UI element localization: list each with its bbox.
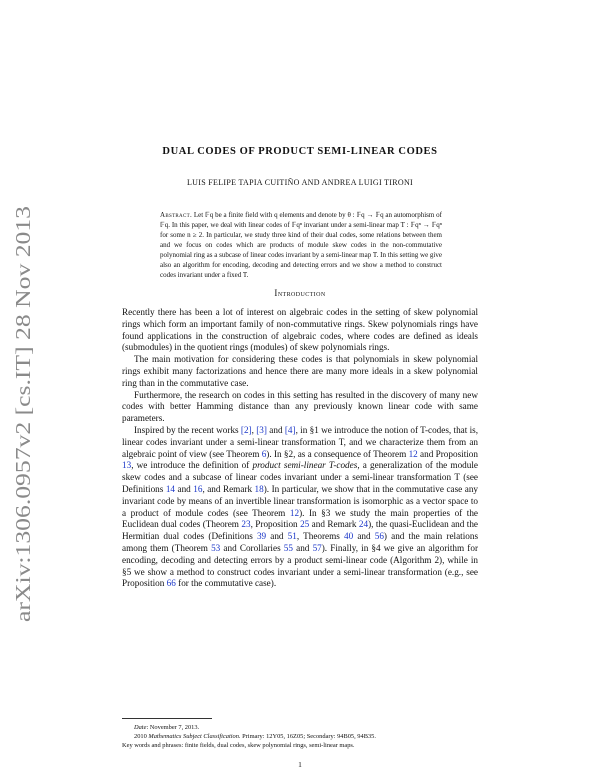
emphasis-product-semi-linear-codes: product semi-linear T-codes	[252, 460, 358, 471]
footnote-msc	[122, 732, 478, 741]
abstract-text: Let 𝔽q be a finite field with q elements and denote by θ : 𝔽q → 𝔽q an automorphism of 𝔽q. In this paper, we deal with linear codes of 𝔽qⁿ invariant under a semi-linear map T : 𝔽qⁿ → 𝔽qⁿ for some n ≥ 2. In particular, we study three kind of their dual codes, some relations between them and we focus on codes which are products of module skew codes in the non-commutative polynomial ring as a subcase of linear codes invariant by a semi-linear map T. In this setting we give also an algorithm for encoding, decoding and detecting errors and we show a method to construct codes invariant under a fixed T.	[160, 211, 442, 279]
corollary-link-55[interactable]: 55	[283, 542, 293, 553]
p4-text: , we introduce the definition of	[131, 460, 253, 471]
theorem-link-6[interactable]: 6	[261, 448, 267, 459]
date-value: : November 7, 2013.	[146, 724, 200, 731]
abstract-label: Abstract.	[160, 211, 193, 219]
theorem-link-12[interactable]: 12	[289, 507, 300, 518]
p4-text: ). Finally, in §4 we give an algorithm for encoding, decoding and detecting errors by a product semi-linear code (Algorithm 2), while in §5 we show a method to construct codes invariant under a semi-linear transformation (e.g., see Proposition	[122, 542, 479, 589]
proposition-link-25[interactable]: 25	[300, 519, 310, 530]
definition-link-14[interactable]: 14	[165, 483, 176, 494]
introduction-body	[122, 307, 478, 590]
footnote-date	[122, 723, 478, 732]
p4-text: ,	[251, 424, 257, 435]
msc-prefix: 2010	[134, 733, 149, 741]
p4-text: and	[353, 531, 375, 542]
p4-text: ), the quasi-Euclidean and the Hermitian dual codes (Definitions	[122, 519, 478, 542]
arxiv-identifier-stamp	[4, 206, 38, 622]
p4-text: and	[266, 424, 285, 435]
paragraph-3: Furthermore, the research on codes in this setting has resulted in the discovery of many new codes with better Hamming distance than any previously known linear code with same parameters.	[122, 389, 478, 424]
footnote-keywords: Key words and phrases: finite fields, dual codes, skew polynomial rings, semi-linear maps.	[122, 742, 355, 750]
definition-link-39[interactable]: 39	[256, 531, 267, 542]
p4-text: ). In particular, we show that in the commutative case any invariant code by means of an invertible linear transformation is isomorphic as a vector space to a product of module codes (see Theorem	[122, 483, 479, 518]
paragraph-2: The main motivation for considering these codes is that polynomials in skew polynomial rings exhibit many factorizations and hence there are many more ideals in a skew polynomial ring than in the commutative case.	[122, 354, 478, 388]
p4-text: , and Remark	[202, 483, 255, 494]
paper-title: DUAL CODES OF PRODUCT SEMI-LINEAR CODES	[162, 146, 438, 157]
msc-label: Mathematics Subject Classification.	[148, 733, 241, 741]
definition-link-51[interactable]: 51	[287, 531, 297, 542]
p4-text: , a generalization of the module skew codes and a subcase of linear codes invariant under a semi-linear transformation T (see Definitions	[122, 460, 478, 494]
p4-text: and Proposition	[417, 448, 478, 459]
proposition-link-13[interactable]: 13	[122, 460, 132, 471]
date-label: Date	[134, 724, 147, 731]
paper-authors: LUIS FELIPE TAPIA CUITIÑO AND ANDREA LUIGI TIRONI	[187, 178, 413, 187]
paragraph-1: Recently there has been a lot of interest on algebraic codes in the setting of skew polynomial rings which form an important family of non-commutative rings. Skew polynomials rings have found applications in the construction of algebraic codes, where codes are defined as ideals (submodules) in the quotient rings (modules) of skew polynomials rings.	[122, 307, 478, 353]
corollary-link-57[interactable]: 57	[312, 542, 322, 553]
citation-link-2[interactable]: [2]	[240, 424, 252, 435]
theorem-link-56[interactable]: 56	[374, 531, 384, 542]
section-heading-introduction: Introduction	[274, 288, 326, 298]
p4-text: and	[292, 542, 313, 553]
footnotes	[122, 723, 478, 751]
theorem-link-40[interactable]: 40	[344, 531, 354, 542]
p4-text: and	[175, 483, 194, 494]
p4-text: ) and the main relations among them (Theorem	[122, 531, 479, 553]
p4-text: ). In §2, as a consequence of Theorem	[266, 448, 409, 459]
p4-text: ). In §3 we study the main properties of the Euclidean dual codes (Theorem	[122, 507, 478, 530]
p4-text: , Proposition	[250, 519, 301, 530]
p4-text: , in §1 we introduce the notion of T-codes, that is, linear codes invariant under a semi-linear transformation T, and we characterize them from an algebraic point of view (see Theorem	[122, 424, 479, 459]
p4-text: and Remark	[309, 519, 359, 530]
proposition-link-66[interactable]: 66	[166, 578, 176, 589]
page-number: 1	[298, 760, 302, 769]
arxiv-identifier-text: arXiv:1306.0957v2 [cs.IT] 28 Nov 2013	[11, 281, 35, 622]
p4-text: for the commutative case).	[175, 578, 277, 589]
remark-link-18[interactable]: 18	[254, 483, 264, 494]
theorem-link-23[interactable]: 23	[241, 519, 251, 530]
theorem-link-12[interactable]: 12	[408, 448, 418, 459]
abstract	[160, 210, 442, 280]
citation-link-3[interactable]: [3]	[256, 424, 267, 435]
msc-value: Primary: 12Y05, 16Z05; Secondary: 94B05, 94B35.	[240, 733, 376, 741]
p4-text: and Corollaries	[220, 542, 284, 553]
footnote-divider	[122, 718, 212, 719]
p4-text: and	[266, 531, 288, 542]
citation-link-4[interactable]: [4]	[284, 424, 296, 435]
p4-text: Inspired by the recent works	[134, 424, 241, 435]
p4-text: , Theorems	[296, 531, 344, 542]
definition-link-16[interactable]: 16	[193, 483, 203, 494]
remark-link-24[interactable]: 24	[358, 519, 369, 530]
paragraph-4	[122, 425, 478, 590]
theorem-link-53[interactable]: 53	[211, 542, 221, 553]
